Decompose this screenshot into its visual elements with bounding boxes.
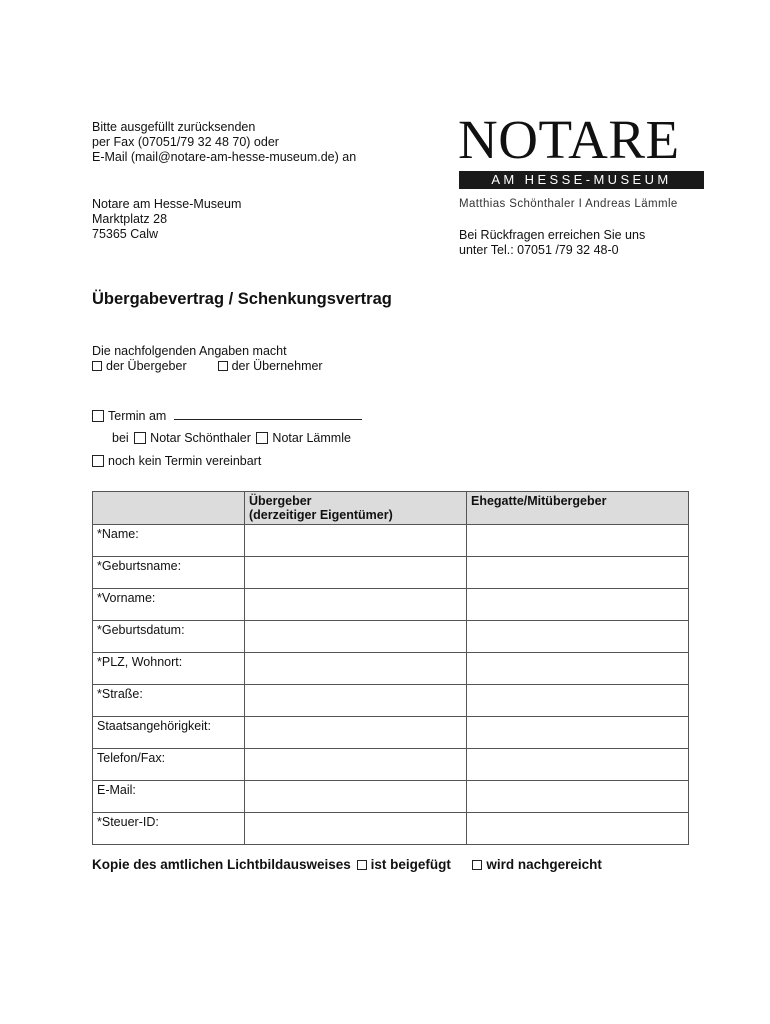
checkbox-notar-schoenthaler[interactable]	[134, 432, 146, 444]
table-header-uebergeber	[245, 492, 467, 525]
termin-label: Termin am	[108, 409, 167, 423]
id-copy-row	[92, 857, 602, 872]
checkbox-no-appointment[interactable]	[92, 455, 104, 467]
table-row	[93, 781, 689, 813]
notar-laemmle-label: Notar Lämmle	[272, 431, 351, 445]
input-cell-ehegatte[interactable]	[467, 589, 689, 621]
row-label: *Vorname:	[93, 589, 245, 621]
id-later-label: wird nachgereicht	[486, 857, 602, 872]
input-cell-uebergeber[interactable]	[245, 813, 467, 845]
row-label: *Straße:	[93, 685, 245, 717]
input-cell-uebergeber[interactable]	[245, 621, 467, 653]
person-data-table	[92, 491, 689, 845]
input-cell-ehegatte[interactable]	[467, 621, 689, 653]
table-row	[93, 813, 689, 845]
input-cell-uebergeber[interactable]	[245, 717, 467, 749]
table-row	[93, 685, 689, 717]
logo-notary-names: Matthias Schönthaler I Andreas Lämmle	[459, 198, 678, 210]
checkbox-uebergeber[interactable]	[92, 361, 102, 371]
notar-row	[112, 431, 351, 447]
table-row	[93, 653, 689, 685]
input-cell-uebergeber[interactable]	[245, 781, 467, 813]
table-row	[93, 525, 689, 557]
checkbox-notar-laemmle[interactable]	[256, 432, 268, 444]
input-cell-uebergeber[interactable]	[245, 589, 467, 621]
notar-schoenthaler-label: Notar Schönthaler	[150, 431, 251, 445]
table-row	[93, 589, 689, 621]
return-instructions-line2: per Fax (07051/79 32 48 70) oder	[92, 135, 279, 149]
option-uebergeber-label: der Übergeber	[106, 359, 187, 373]
contact-line1: Bei Rückfragen erreichen Sie uns	[459, 228, 646, 242]
id-attached-label: ist beigefügt	[370, 857, 451, 872]
header-uebergeber-line1: Übergeber	[249, 494, 312, 508]
input-cell-ehegatte[interactable]	[467, 813, 689, 845]
row-label: *Name:	[93, 525, 245, 557]
table-row	[93, 557, 689, 589]
row-label: Telefon/Fax:	[93, 749, 245, 781]
appointment-row	[92, 408, 362, 425]
option-uebernehmer-label: der Übernehmer	[231, 359, 323, 373]
input-cell-uebergeber[interactable]	[245, 653, 467, 685]
bei-label: bei	[112, 431, 129, 445]
input-cell-ehegatte[interactable]	[467, 557, 689, 589]
checkbox-uebernehmer[interactable]	[218, 361, 228, 371]
row-label: *Geburtsname:	[93, 557, 245, 589]
input-cell-uebergeber[interactable]	[245, 685, 467, 717]
row-label: *Geburtsdatum:	[93, 621, 245, 653]
input-cell-ehegatte[interactable]	[467, 717, 689, 749]
header-uebergeber-line2: (derzeitiger Eigentümer)	[249, 508, 393, 522]
row-label: *PLZ, Wohnort:	[93, 653, 245, 685]
input-cell-uebergeber[interactable]	[245, 525, 467, 557]
input-cell-uebergeber[interactable]	[245, 557, 467, 589]
no-appointment-label: noch kein Termin vereinbart	[108, 454, 262, 468]
input-cell-uebergeber[interactable]	[245, 749, 467, 781]
row-label: *Steuer-ID:	[93, 813, 245, 845]
document-title: Übergabevertrag / Schenkungsvertrag	[92, 290, 392, 308]
provided-by-options	[92, 359, 323, 375]
table-row	[93, 749, 689, 781]
table-row	[93, 621, 689, 653]
input-cell-ehegatte[interactable]	[467, 525, 689, 557]
return-instructions-line3: E-Mail (mail@notare-am-hesse-museum.de) an	[92, 150, 357, 164]
checkbox-termin[interactable]	[92, 410, 104, 422]
termin-date-field[interactable]	[174, 408, 362, 420]
address-name: Notare am Hesse-Museum	[92, 197, 242, 211]
address-street: Marktplatz 28	[92, 212, 168, 226]
checkbox-id-later[interactable]	[472, 860, 482, 870]
id-copy-label: Kopie des amtlichen Lichtbildausweises	[92, 857, 351, 872]
contact-line2: unter Tel.: 07051 /79 32 48-0	[459, 243, 619, 257]
input-cell-ehegatte[interactable]	[467, 781, 689, 813]
table-header-empty	[93, 492, 245, 525]
return-instructions-line1: Bitte ausgefüllt zurücksenden	[92, 120, 256, 134]
provided-by-intro: Die nachfolgenden Angaben macht	[92, 344, 287, 358]
input-cell-ehegatte[interactable]	[467, 653, 689, 685]
table-header-ehegatte: Ehegatte/Mitübergeber	[467, 492, 689, 525]
no-appointment-row	[92, 454, 261, 470]
table-row	[93, 717, 689, 749]
checkbox-id-attached[interactable]	[357, 860, 367, 870]
logo-subtitle: AM HESSE-MUSEUM	[459, 171, 704, 189]
input-cell-ehegatte[interactable]	[467, 749, 689, 781]
table-header-row	[93, 492, 689, 525]
row-label: Staatsangehörigkeit:	[93, 717, 245, 749]
input-cell-ehegatte[interactable]	[467, 685, 689, 717]
row-label: E-Mail:	[93, 781, 245, 813]
address-city: 75365 Calw	[92, 227, 159, 241]
logo-title: NOTARE	[458, 109, 680, 170]
